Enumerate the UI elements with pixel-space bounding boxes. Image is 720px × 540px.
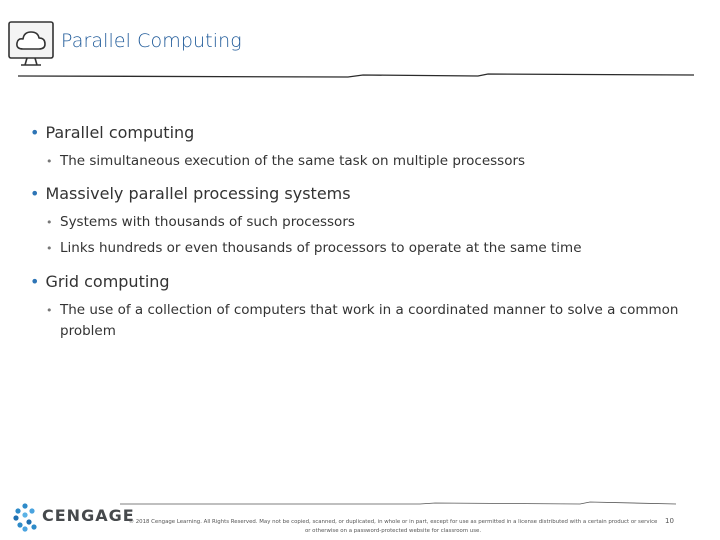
sub-bullet-text: Links hundreds or even thousands of processors to operate at the same time bbox=[60, 240, 582, 256]
sub-bullet bbox=[46, 300, 686, 342]
bullet-marker: • bbox=[30, 272, 40, 291]
bullet-marker: • bbox=[30, 123, 40, 142]
sub-bullet-text: Systems with thousands of such processors bbox=[60, 214, 355, 230]
bullet-marker: • bbox=[30, 184, 40, 203]
footer-divider bbox=[120, 500, 680, 508]
sub-bullet-marker: • bbox=[46, 216, 53, 229]
cloud-monitor-icon bbox=[7, 20, 55, 68]
sub-bullet-marker: • bbox=[46, 304, 53, 317]
cengage-logo-icon bbox=[12, 502, 38, 532]
bullet-text: Grid computing bbox=[45, 272, 170, 291]
bullet-massively-parallel bbox=[30, 184, 351, 203]
sub-bullet-text: The simultaneous execution of the same task on multiple processors bbox=[60, 153, 526, 169]
slide-title: Parallel Computing bbox=[61, 30, 242, 52]
sub-bullet bbox=[46, 151, 646, 172]
brand-name: CENGAGE bbox=[42, 506, 135, 525]
header-divider bbox=[18, 70, 698, 82]
sub-bullet-marker: • bbox=[46, 242, 53, 255]
bullet-grid-computing bbox=[30, 272, 170, 291]
bullet-parallel-computing bbox=[30, 123, 194, 142]
page-number: 10 bbox=[665, 517, 674, 525]
copyright-notice: © 2018 Cengage Learning. All Rights Reserved. May not be copied, scanned, or duplicated, in whole or in part, except for use as permitted in a license distributed with a certain product or service or otherwise on a password-protected website for classroom use. bbox=[128, 519, 658, 534]
bullet-text: Parallel computing bbox=[45, 123, 195, 142]
sub-bullet bbox=[46, 238, 686, 259]
sub-bullet bbox=[46, 212, 646, 233]
sub-bullet-marker: • bbox=[46, 155, 53, 168]
bullet-text: Massively parallel processing systems bbox=[45, 184, 351, 203]
sub-bullet-text: The use of a collection of computers that work in a coordinated manner to solve a common problem bbox=[60, 302, 679, 339]
